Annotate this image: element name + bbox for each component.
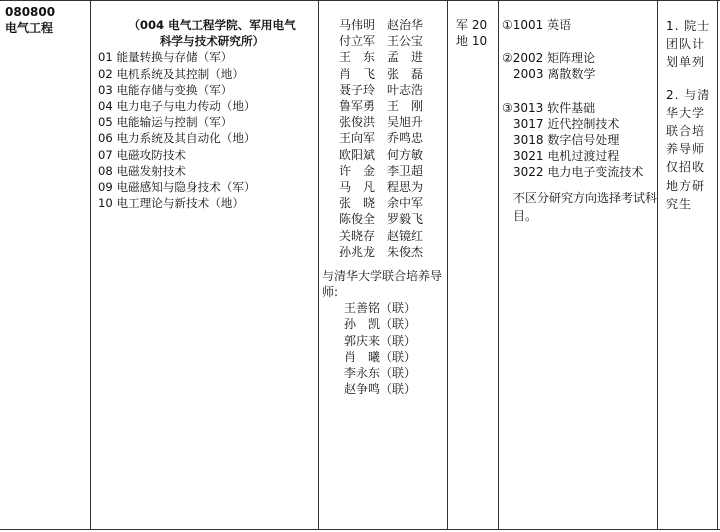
remark-line: 究生 (666, 196, 693, 211)
exam-subject-3-alt: 3021 电机过渡过程 (513, 149, 620, 164)
supervisor-name: 余中军 (387, 196, 424, 211)
direction-item: 01 能量转换与存储（军） (98, 50, 233, 65)
supervisor-name: 肖 飞 (339, 66, 376, 81)
major-column (5, 0, 91, 532)
direction-item: 10 电工理论与新技术（地） (98, 196, 244, 211)
remark-line: 2. 与清 (666, 87, 711, 102)
supervisor-row (322, 98, 446, 114)
supervisors-column (322, 0, 446, 532)
joint-supervisor: 肖 曦（联） (344, 349, 417, 364)
column-divider-3 (447, 0, 448, 529)
exam-subject-3-alt: 3018 数字信号处理 (513, 133, 620, 148)
supervisor-row (322, 114, 446, 130)
remark-line: 团队计 (666, 37, 706, 52)
direction-item: 06 电力系统及其自动化（地） (98, 131, 256, 146)
supervisor-name: 乔鸣忠 (387, 131, 424, 146)
supervisor-row (322, 147, 446, 163)
joint-supervisor: 王善铭（联） (344, 301, 417, 316)
exam-note: 不区分研究方向选择考试科目。 (513, 190, 658, 223)
supervisor-name: 张 晓 (339, 196, 376, 211)
exam-subject-3: ③3013 软件基础 (502, 100, 596, 115)
supervisor-name: 陈俊全 (339, 212, 376, 227)
exam-subject-3-alt: 3017 近代控制技术 (513, 116, 620, 131)
exam-subject-2: ②2002 矩阵理论 (502, 51, 596, 66)
college-title-line2: 科学与技术研究所） (159, 34, 265, 49)
remark-line: 联合培 (666, 124, 706, 139)
supervisor-name: 王 刚 (387, 99, 424, 114)
supervisor-name: 王向军 (339, 131, 376, 146)
college-title-line1: （004 电气工程学院、军用电气 (128, 18, 296, 32)
exams-column (502, 0, 658, 532)
supervisor-name: 付立军 (339, 34, 376, 49)
remarks-column (666, 0, 714, 532)
supervisor-name: 孟 进 (387, 50, 424, 65)
supervisor-name: 王 东 (339, 50, 376, 65)
column-divider-2 (318, 0, 319, 529)
supervisor-row (322, 211, 446, 227)
supervisor-row (322, 195, 446, 211)
supervisor-name: 赵治华 (387, 18, 424, 32)
supervisor-name: 赵镜红 (387, 228, 424, 243)
supervisor-name: 孙兆龙 (339, 244, 376, 259)
supervisor-name: 欧阳斌 (339, 147, 376, 162)
column-divider-6 (717, 0, 718, 529)
joint-supervisor: 李永东（联） (344, 366, 417, 381)
supervisor-row (322, 17, 446, 33)
major-code: 080800 (5, 5, 56, 19)
supervisor-row (322, 244, 446, 260)
supervisor-row (322, 130, 446, 146)
supervisor-name: 王公宝 (387, 34, 424, 49)
supervisor-name: 聂子玲 (339, 82, 376, 97)
direction-item: 08 电磁发射技术 (98, 163, 187, 178)
remark-line: 仅招收 (666, 160, 706, 175)
remark-line: 地方研 (666, 178, 706, 193)
supervisor-name: 张 磊 (387, 66, 424, 81)
column-divider-4 (498, 0, 499, 529)
major-name: 电气工程 (5, 21, 54, 36)
remark-line: 划单列 (666, 55, 706, 70)
remark-line: 华大学 (666, 105, 706, 120)
supervisor-row (322, 66, 446, 82)
direction-item: 09 电磁感知与隐身技术（军） (98, 180, 256, 195)
supervisor-name: 马伟明 (339, 18, 376, 32)
exam-subject-2-alt: 2003 离散数学 (513, 67, 596, 82)
supervisor-row (322, 228, 446, 244)
supervisor-name: 何方敏 (387, 147, 424, 162)
supervisor-row (322, 163, 446, 179)
supervisor-row (322, 33, 446, 49)
joint-supervisor: 孙 凯（联） (344, 317, 417, 332)
direction-item: 04 电力电子与电力传动（地） (98, 99, 256, 114)
supervisor-row (322, 49, 446, 65)
direction-item: 03 电能存储与变换（军） (98, 82, 233, 97)
column-divider-5 (657, 0, 658, 529)
supervisor-row (322, 82, 446, 98)
directions-column (96, 0, 318, 532)
supervisor-name: 鲁军勇 (339, 99, 376, 114)
supervisor-name: 程思为 (387, 180, 424, 195)
exam-subject-1: ①1001 英语 (502, 18, 572, 32)
direction-item: 05 电能输运与控制（军） (98, 115, 233, 130)
quota-column (456, 0, 498, 532)
quota-military: 军 20 (456, 18, 488, 32)
supervisor-name: 吴旭升 (387, 115, 424, 130)
exam-subject-3-alt: 3022 电力电子变流技术 (513, 165, 644, 180)
supervisor-name: 马 凡 (339, 180, 376, 195)
remark-line: 1. 院士 (666, 19, 711, 33)
supervisor-name: 张俊洪 (339, 115, 376, 130)
quota-local: 地 10 (456, 34, 488, 49)
remark-line: 养导师 (666, 142, 706, 157)
supervisor-name: 叶志浩 (387, 82, 424, 97)
supervisor-name: 许 金 (339, 163, 376, 178)
joint-supervisor: 赵争鸣（联） (344, 382, 417, 397)
supervisor-name: 罗毅飞 (387, 212, 424, 227)
joint-supervisor: 郭庆来（联） (344, 333, 417, 348)
supervisor-name: 李卫超 (387, 163, 424, 178)
direction-item: 07 电磁攻防技术 (98, 147, 187, 162)
supervisor-row (322, 179, 446, 195)
joint-supervisors-title: 与清华大学联合培养导师: (322, 269, 443, 299)
supervisor-name: 关晓存 (339, 228, 376, 243)
supervisor-name: 朱俊杰 (387, 244, 424, 259)
direction-item: 02 电机系统及其控制（地） (98, 66, 244, 81)
